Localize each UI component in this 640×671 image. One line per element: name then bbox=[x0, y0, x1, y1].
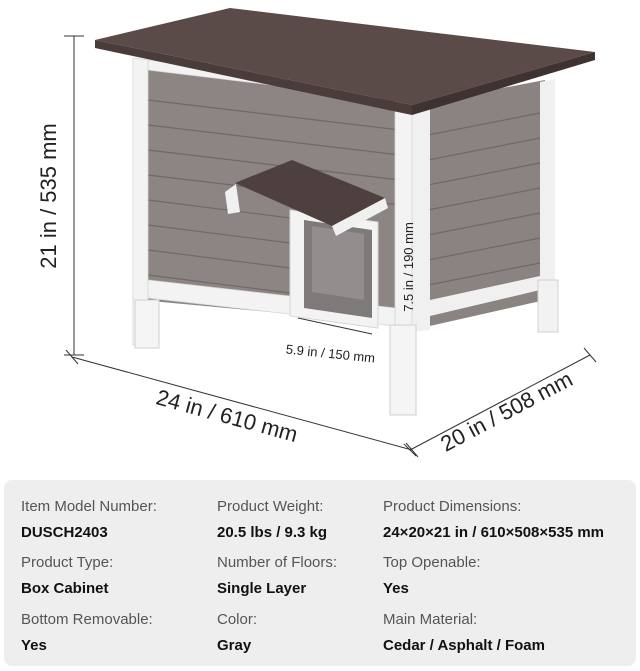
spec-item-model-number bbox=[21, 498, 157, 542]
door-height-dimension-label: 7.5 in / 190 mm bbox=[401, 222, 416, 312]
spec-color bbox=[217, 611, 257, 655]
back-right-leg bbox=[538, 280, 558, 332]
spec-label: Product Type: bbox=[21, 554, 114, 571]
spec-value: Yes bbox=[21, 637, 47, 654]
spec-product-type bbox=[21, 554, 113, 598]
spec-label: Product Weight: bbox=[217, 498, 324, 515]
side-back-post bbox=[540, 79, 555, 302]
spec-value: Yes bbox=[383, 580, 409, 597]
spec-value: Box Cabinet bbox=[21, 580, 109, 597]
spec-top-openable bbox=[383, 554, 481, 598]
spec-main-material bbox=[383, 611, 545, 655]
spec-value: 24×20×21 in / 610×508×535 mm bbox=[383, 524, 605, 541]
spec-value: DUSCH2403 bbox=[21, 524, 108, 541]
width-dimension-label: 24 in / 610 mm bbox=[153, 384, 301, 448]
spec-value: Single Layer bbox=[217, 580, 307, 597]
door-flap-glare bbox=[312, 226, 364, 300]
spec-product-weight bbox=[217, 498, 327, 542]
spec-value: 20.5 lbs / 9.3 kg bbox=[217, 524, 328, 541]
spec-label: Color: bbox=[217, 611, 258, 628]
front-right-leg bbox=[390, 325, 416, 415]
depth-dimension-label: 20 in / 508 mm bbox=[436, 366, 577, 457]
specifications-panel bbox=[4, 480, 636, 666]
spec-label: Product Dimensions: bbox=[383, 498, 522, 515]
spec-label: Top Openable: bbox=[383, 554, 481, 571]
spec-value: Cedar / Asphalt / Foam bbox=[383, 637, 545, 654]
spec-product-dimensions bbox=[383, 498, 604, 542]
height-dimension-label: 21 in / 535 mm bbox=[36, 123, 61, 269]
spec-value: Gray bbox=[217, 637, 252, 654]
door-width-dimension-label: 5.9 in / 150 mm bbox=[285, 341, 376, 366]
spec-label: Number of Floors: bbox=[217, 554, 338, 571]
spec-label: Main Material: bbox=[383, 611, 478, 628]
spec-label: Item Model Number: bbox=[21, 498, 157, 515]
spec-label: Bottom Removable: bbox=[21, 611, 153, 628]
spec-bottom-removable bbox=[21, 611, 153, 655]
spec-number-of-floors bbox=[217, 554, 337, 598]
front-left-leg bbox=[135, 300, 159, 348]
